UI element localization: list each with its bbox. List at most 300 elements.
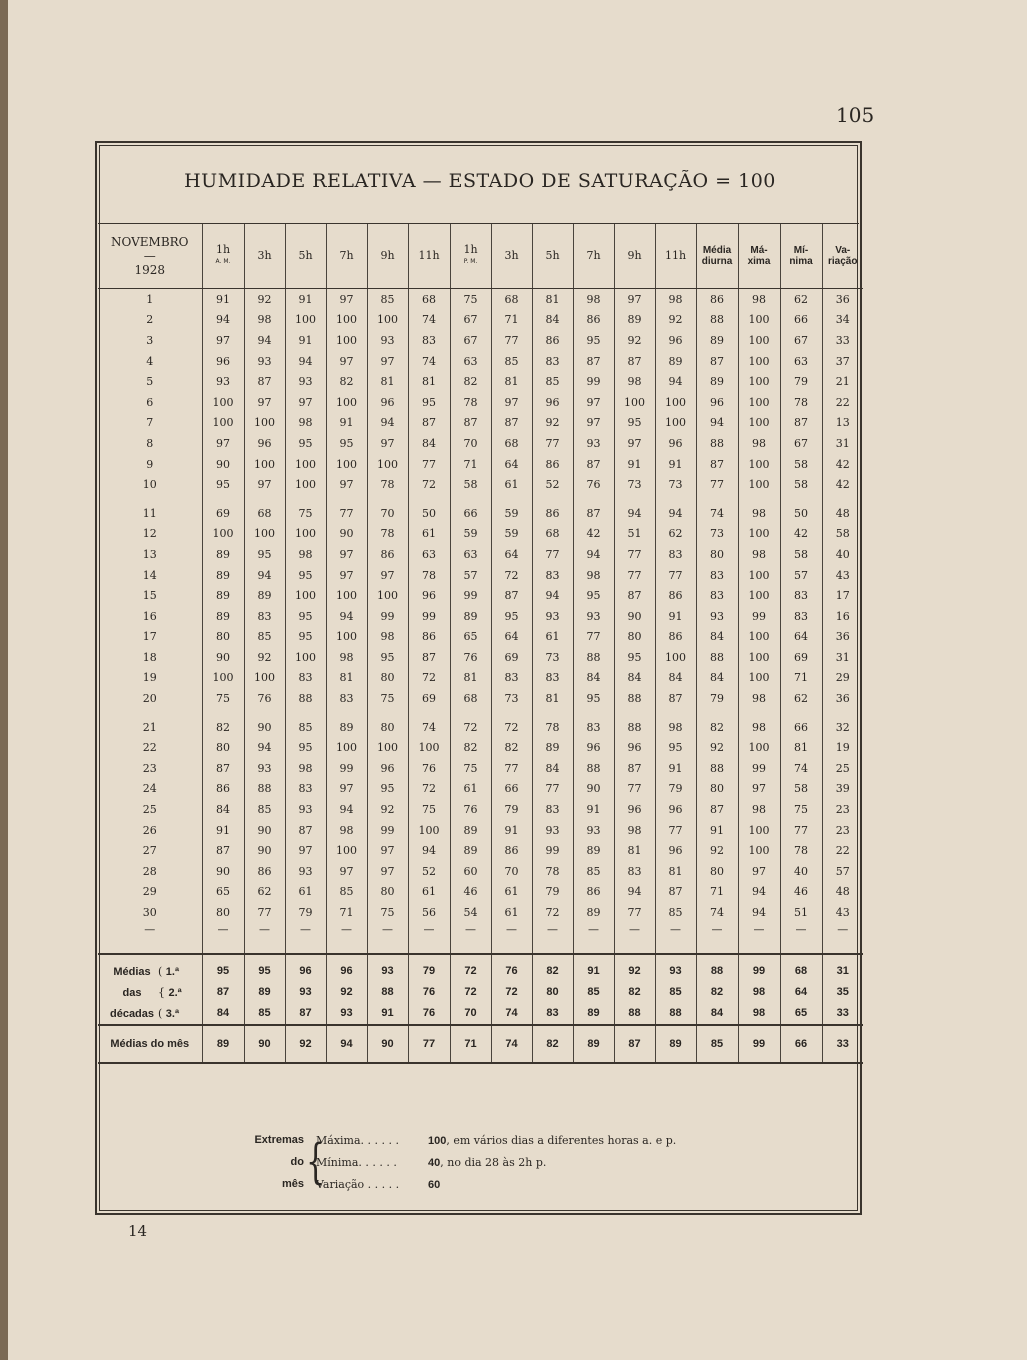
humidity-cell: 59 bbox=[491, 524, 532, 545]
humidity-cell: 79 bbox=[780, 371, 822, 392]
table-row bbox=[98, 758, 863, 779]
humidity-cell: 62 bbox=[780, 289, 822, 310]
humidity-cell: 84 bbox=[532, 310, 573, 331]
month-mean-cell: 89 bbox=[202, 1025, 244, 1063]
humidity-cell: 67 bbox=[780, 330, 822, 351]
humidity-cell: 64 bbox=[491, 544, 532, 565]
humidity-cell: 77 bbox=[655, 565, 696, 586]
humidity-cell: 82 bbox=[326, 371, 367, 392]
dash-cell: — bbox=[202, 923, 244, 954]
humidity-cell: 97 bbox=[202, 330, 244, 351]
humidity-cell: 83 bbox=[780, 606, 822, 627]
humidity-cell: 71 bbox=[450, 454, 491, 475]
humidity-cell: 75 bbox=[780, 799, 822, 820]
humidity-table bbox=[98, 224, 863, 1064]
humidity-cell: 86 bbox=[573, 310, 614, 331]
humidity-cell: 77 bbox=[491, 758, 532, 779]
humidity-cell: 98 bbox=[738, 495, 780, 524]
dash-cell: — bbox=[144, 922, 156, 936]
humidity-cell: 58 bbox=[780, 544, 822, 565]
humidity-cell: 89 bbox=[696, 371, 738, 392]
humidity-cell: 88 bbox=[573, 647, 614, 668]
decade-row bbox=[98, 954, 863, 982]
humidity-cell: 96 bbox=[244, 433, 285, 454]
decade-mean-cell: 95 bbox=[244, 954, 285, 982]
humidity-cell: 64 bbox=[491, 627, 532, 648]
humidity-cell: 77 bbox=[614, 544, 655, 565]
time-header: 9h bbox=[367, 224, 408, 289]
day-number: 8 bbox=[146, 436, 154, 450]
humidity-cell: 82 bbox=[491, 737, 532, 758]
brace-icon: ( bbox=[158, 964, 166, 978]
table-row bbox=[98, 861, 863, 882]
decade-mean-cell: 72 bbox=[450, 954, 491, 982]
humidity-cell: 77 bbox=[573, 627, 614, 648]
humidity-cell: 90 bbox=[326, 524, 367, 545]
humidity-cell: 67 bbox=[780, 433, 822, 454]
humidity-cell: 72 bbox=[408, 779, 450, 800]
humidity-cell: 96 bbox=[614, 799, 655, 820]
table-row bbox=[98, 310, 863, 331]
humidity-cell: 78 bbox=[532, 861, 573, 882]
day-number: 15 bbox=[142, 589, 157, 603]
dash-cell: — bbox=[614, 923, 655, 954]
table-row bbox=[98, 606, 863, 627]
humidity-cell: 100 bbox=[655, 413, 696, 434]
humidity-cell: 97 bbox=[244, 392, 285, 413]
humidity-cell: 80 bbox=[696, 779, 738, 800]
decade-mean-cell: 91 bbox=[367, 1003, 408, 1025]
decade-mean-cell: 88 bbox=[367, 982, 408, 1003]
humidity-cell: 42 bbox=[780, 524, 822, 545]
humidity-cell: 46 bbox=[450, 882, 491, 903]
humidity-cell: 78 bbox=[408, 565, 450, 586]
month-mean-cell: 94 bbox=[326, 1025, 367, 1063]
table-row bbox=[98, 709, 863, 738]
humidity-cell: 42 bbox=[573, 524, 614, 545]
humidity-cell: 97 bbox=[244, 474, 285, 495]
humidity-cell: 66 bbox=[491, 779, 532, 800]
humidity-cell: 100 bbox=[408, 737, 450, 758]
humidity-cell: 97 bbox=[326, 779, 367, 800]
humidity-cell: 89 bbox=[573, 840, 614, 861]
humidity-cell: 89 bbox=[202, 565, 244, 586]
humidity-cell: 98 bbox=[285, 413, 326, 434]
humidity-cell: 93 bbox=[285, 371, 326, 392]
humidity-cell: 22 bbox=[822, 392, 863, 413]
day-number: 12 bbox=[142, 527, 157, 541]
humidity-cell: 87 bbox=[491, 585, 532, 606]
humidity-cell: 100 bbox=[326, 627, 367, 648]
humidity-cell: 87 bbox=[614, 351, 655, 372]
humidity-cell: 85 bbox=[655, 902, 696, 923]
table-row bbox=[98, 688, 863, 709]
humidity-cell: 37 bbox=[822, 351, 863, 372]
humidity-cell: 100 bbox=[326, 737, 367, 758]
humidity-cell: 84 bbox=[696, 627, 738, 648]
humidity-cell: 86 bbox=[573, 882, 614, 903]
daily-values bbox=[98, 289, 863, 954]
month-mean-cell: 99 bbox=[738, 1025, 780, 1063]
humidity-cell: 51 bbox=[614, 524, 655, 545]
humidity-cell: 95 bbox=[573, 585, 614, 606]
humidity-cell: 98 bbox=[326, 820, 367, 841]
humidity-cell: 95 bbox=[614, 413, 655, 434]
humidity-cell: 83 bbox=[696, 565, 738, 586]
summary-values bbox=[98, 954, 863, 1063]
humidity-cell: 77 bbox=[244, 902, 285, 923]
decade-mean-cell: 33 bbox=[822, 1003, 863, 1025]
humidity-cell: 93 bbox=[285, 861, 326, 882]
time-header: 11h bbox=[655, 224, 696, 289]
humidity-cell: 89 bbox=[450, 840, 491, 861]
humidity-cell: 97 bbox=[738, 779, 780, 800]
time-header: 5h bbox=[285, 224, 326, 289]
humidity-cell: 95 bbox=[573, 330, 614, 351]
humidity-cell: 98 bbox=[573, 289, 614, 310]
humidity-cell: 43 bbox=[822, 565, 863, 586]
table-row bbox=[98, 524, 863, 545]
decade-mean-cell: 96 bbox=[285, 954, 326, 982]
humidity-cell: 32 bbox=[822, 709, 863, 738]
humidity-cell: 91 bbox=[655, 454, 696, 475]
humidity-cell: 80 bbox=[696, 544, 738, 565]
humidity-cell: 36 bbox=[822, 688, 863, 709]
humidity-cell: 86 bbox=[532, 495, 573, 524]
humidity-cell: 100 bbox=[244, 524, 285, 545]
humidity-cell: 77 bbox=[614, 779, 655, 800]
humidity-cell: 100 bbox=[655, 392, 696, 413]
time-header: 5h bbox=[532, 224, 573, 289]
humidity-cell: 96 bbox=[655, 433, 696, 454]
day-number: 4 bbox=[146, 354, 154, 368]
decade-mean-cell: 76 bbox=[408, 982, 450, 1003]
humidity-cell: 85 bbox=[532, 371, 573, 392]
humidity-cell: 77 bbox=[491, 330, 532, 351]
humidity-cell: 75 bbox=[367, 688, 408, 709]
humidity-cell: 73 bbox=[655, 474, 696, 495]
humidity-cell: 100 bbox=[655, 647, 696, 668]
humidity-cell: 91 bbox=[491, 820, 532, 841]
decade-mean-cell: 85 bbox=[655, 982, 696, 1003]
humidity-cell: 79 bbox=[491, 799, 532, 820]
humidity-cell: 61 bbox=[408, 882, 450, 903]
decade-mean-cell: 82 bbox=[614, 982, 655, 1003]
humidity-cell: 87 bbox=[780, 413, 822, 434]
humidity-cell: 87 bbox=[655, 688, 696, 709]
month-mean-cell: 33 bbox=[822, 1025, 863, 1063]
humidity-cell: 68 bbox=[408, 289, 450, 310]
humidity-cell: 78 bbox=[367, 524, 408, 545]
humidity-cell: 83 bbox=[532, 565, 573, 586]
humidity-cell: 63 bbox=[408, 544, 450, 565]
humidity-cell: 100 bbox=[244, 668, 285, 689]
humidity-cell: 100 bbox=[408, 820, 450, 841]
humidity-cell: 93 bbox=[696, 606, 738, 627]
humidity-cell: 97 bbox=[202, 433, 244, 454]
day-number: 9 bbox=[146, 457, 154, 471]
humidity-cell: 98 bbox=[738, 544, 780, 565]
month-dash: — bbox=[143, 249, 156, 263]
humidity-cell: 98 bbox=[738, 799, 780, 820]
humidity-cell: 88 bbox=[614, 709, 655, 738]
table-row bbox=[98, 779, 863, 800]
stat-header-mean: Média diurna bbox=[696, 224, 738, 289]
humidity-cell: 87 bbox=[573, 351, 614, 372]
humidity-cell: 68 bbox=[450, 688, 491, 709]
humidity-cell: 57 bbox=[822, 861, 863, 882]
month-mean-cell: 66 bbox=[780, 1025, 822, 1063]
humidity-cell: 89 bbox=[244, 585, 285, 606]
humidity-cell: 76 bbox=[573, 474, 614, 495]
humidity-cell: 97 bbox=[367, 840, 408, 861]
humidity-cell: 100 bbox=[326, 454, 367, 475]
decade-label: das { 2.ª bbox=[122, 985, 182, 999]
humidity-cell: 78 bbox=[780, 392, 822, 413]
humidity-cell: 76 bbox=[244, 688, 285, 709]
humidity-cell: 97 bbox=[326, 544, 367, 565]
decade-mean-cell: 95 bbox=[202, 954, 244, 982]
humidity-cell: 95 bbox=[655, 737, 696, 758]
humidity-cell: 100 bbox=[285, 310, 326, 331]
humidity-cell: 92 bbox=[532, 413, 573, 434]
day-number: 19 bbox=[142, 671, 157, 685]
extremes-label: Extremas bbox=[254, 1134, 304, 1146]
humidity-cell: 67 bbox=[450, 330, 491, 351]
extremes-label-do: do bbox=[290, 1156, 304, 1168]
decade-mean-cell: 99 bbox=[738, 954, 780, 982]
humidity-cell: 71 bbox=[696, 882, 738, 903]
humidity-cell: 93 bbox=[573, 820, 614, 841]
humidity-cell: 100 bbox=[367, 454, 408, 475]
humidity-cell: 91 bbox=[285, 330, 326, 351]
dash-cell: — bbox=[573, 923, 614, 954]
humidity-cell: 84 bbox=[408, 433, 450, 454]
humidity-cell: 61 bbox=[491, 474, 532, 495]
humidity-cell: 94 bbox=[614, 882, 655, 903]
day-number: 23 bbox=[142, 761, 157, 775]
humidity-cell: 89 bbox=[450, 820, 491, 841]
humidity-cell: 80 bbox=[367, 882, 408, 903]
humidity-cell: 65 bbox=[450, 627, 491, 648]
humidity-cell: 100 bbox=[326, 840, 367, 861]
humidity-cell: 89 bbox=[696, 330, 738, 351]
humidity-cell: 23 bbox=[822, 820, 863, 841]
humidity-cell: 89 bbox=[202, 544, 244, 565]
humidity-cell: 88 bbox=[696, 433, 738, 454]
humidity-cell: 96 bbox=[655, 330, 696, 351]
humidity-cell: 93 bbox=[573, 606, 614, 627]
dash-cell: — bbox=[408, 923, 450, 954]
humidity-cell: 75 bbox=[450, 758, 491, 779]
variation-label: Variação . . . . . bbox=[316, 1178, 400, 1191]
humidity-cell: 98 bbox=[244, 310, 285, 331]
humidity-cell: 57 bbox=[780, 565, 822, 586]
humidity-cell: 43 bbox=[822, 902, 863, 923]
humidity-cell: 63 bbox=[450, 351, 491, 372]
humidity-cell: 94 bbox=[244, 565, 285, 586]
humidity-cell: 66 bbox=[780, 310, 822, 331]
time-header: 1h P. M. bbox=[450, 224, 491, 289]
day-number: 16 bbox=[142, 609, 157, 623]
humidity-cell: 100 bbox=[202, 524, 244, 545]
month-mean-cell: 90 bbox=[367, 1025, 408, 1063]
decade-mean-cell: 88 bbox=[655, 1003, 696, 1025]
humidity-cell: 81 bbox=[408, 371, 450, 392]
humidity-cell: 87 bbox=[244, 371, 285, 392]
humidity-cell: 84 bbox=[573, 668, 614, 689]
humidity-cell: 100 bbox=[738, 413, 780, 434]
humidity-cell: 99 bbox=[450, 585, 491, 606]
day-number: 29 bbox=[142, 885, 157, 899]
humidity-cell: 96 bbox=[532, 392, 573, 413]
dash-cell: — bbox=[655, 923, 696, 954]
humidity-cell: 100 bbox=[285, 647, 326, 668]
table-row bbox=[98, 392, 863, 413]
humidity-cell: 81 bbox=[780, 737, 822, 758]
humidity-cell: 100 bbox=[738, 840, 780, 861]
decade-mean-cell: 93 bbox=[655, 954, 696, 982]
humidity-cell: 65 bbox=[202, 882, 244, 903]
decade-mean-cell: 87 bbox=[202, 982, 244, 1003]
decade-mean-cell: 74 bbox=[491, 1003, 532, 1025]
humidity-cell: 73 bbox=[491, 688, 532, 709]
humidity-cell: 86 bbox=[532, 330, 573, 351]
humidity-cell: 74 bbox=[408, 310, 450, 331]
humidity-cell: 69 bbox=[408, 688, 450, 709]
humidity-cell: 63 bbox=[780, 351, 822, 372]
year: 1928 bbox=[134, 263, 166, 277]
humidity-cell: 61 bbox=[532, 627, 573, 648]
decade-mean-cell: 70 bbox=[450, 1003, 491, 1025]
humidity-cell: 77 bbox=[532, 544, 573, 565]
decade-mean-cell: 98 bbox=[738, 1003, 780, 1025]
humidity-cell: 70 bbox=[450, 433, 491, 454]
humidity-cell: 97 bbox=[573, 413, 614, 434]
table-row bbox=[98, 413, 863, 434]
decade-mean-cell: 96 bbox=[326, 954, 367, 982]
humidity-cell: 97 bbox=[326, 289, 367, 310]
humidity-cell: 80 bbox=[367, 668, 408, 689]
humidity-cell: 91 bbox=[285, 289, 326, 310]
humidity-cell: 93 bbox=[244, 758, 285, 779]
humidity-cell: 97 bbox=[491, 392, 532, 413]
humidity-cell: 67 bbox=[450, 310, 491, 331]
humidity-cell: 61 bbox=[450, 779, 491, 800]
humidity-cell: 91 bbox=[573, 799, 614, 820]
humidity-cell: 100 bbox=[738, 474, 780, 495]
humidity-cell: 56 bbox=[408, 902, 450, 923]
humidity-cell: 87 bbox=[408, 413, 450, 434]
humidity-cell: 100 bbox=[244, 413, 285, 434]
decade-mean-cell: 68 bbox=[780, 954, 822, 982]
humidity-cell: 87 bbox=[573, 454, 614, 475]
max-label: Máxima. . . . . . bbox=[316, 1134, 399, 1147]
humidity-cell: 82 bbox=[696, 709, 738, 738]
humidity-cell: 85 bbox=[244, 799, 285, 820]
month-mean-cell: 74 bbox=[491, 1025, 532, 1063]
humidity-cell: 86 bbox=[532, 454, 573, 475]
time-header: 3h bbox=[491, 224, 532, 289]
humidity-cell: 86 bbox=[244, 861, 285, 882]
humidity-cell: 87 bbox=[614, 585, 655, 606]
humidity-cell: 83 bbox=[780, 585, 822, 606]
humidity-cell: 95 bbox=[244, 544, 285, 565]
humidity-cell: 81 bbox=[491, 371, 532, 392]
decade-mean-cell: 82 bbox=[696, 982, 738, 1003]
humidity-cell: 77 bbox=[408, 454, 450, 475]
decade-mean-cell: 89 bbox=[244, 982, 285, 1003]
humidity-cell: 83 bbox=[532, 351, 573, 372]
humidity-cell: 94 bbox=[326, 606, 367, 627]
humidity-cell: 95 bbox=[285, 606, 326, 627]
humidity-cell: 86 bbox=[696, 289, 738, 310]
decade-mean-cell: 93 bbox=[326, 1003, 367, 1025]
humidity-cell: 94 bbox=[408, 840, 450, 861]
humidity-cell: 100 bbox=[738, 524, 780, 545]
humidity-cell: 61 bbox=[285, 882, 326, 903]
humidity-cell: 68 bbox=[532, 524, 573, 545]
humidity-cell: 96 bbox=[655, 840, 696, 861]
day-number: 14 bbox=[142, 568, 157, 582]
humidity-cell: 100 bbox=[738, 392, 780, 413]
humidity-cell: 88 bbox=[285, 688, 326, 709]
humidity-cell: 88 bbox=[614, 688, 655, 709]
humidity-cell: 13 bbox=[822, 413, 863, 434]
humidity-cell: 73 bbox=[696, 524, 738, 545]
humidity-cell: 98 bbox=[573, 565, 614, 586]
humidity-cell: 99 bbox=[573, 371, 614, 392]
humidity-cell: 80 bbox=[202, 902, 244, 923]
humidity-cell: 100 bbox=[202, 392, 244, 413]
brace-icon: ( bbox=[158, 1006, 166, 1020]
humidity-cell: 87 bbox=[696, 454, 738, 475]
table-row bbox=[98, 627, 863, 648]
humidity-cell: 100 bbox=[367, 310, 408, 331]
humidity-cell: 87 bbox=[491, 413, 532, 434]
humidity-cell: 42 bbox=[822, 474, 863, 495]
humidity-cell: 54 bbox=[450, 902, 491, 923]
decade-mean-cell: 79 bbox=[408, 954, 450, 982]
humidity-cell: 100 bbox=[614, 392, 655, 413]
humidity-cell: 92 bbox=[655, 310, 696, 331]
humidity-cell: 98 bbox=[738, 433, 780, 454]
humidity-cell: 91 bbox=[614, 454, 655, 475]
humidity-cell: 86 bbox=[655, 585, 696, 606]
humidity-cell: 39 bbox=[822, 779, 863, 800]
decade-mean-cell: 83 bbox=[532, 1003, 573, 1025]
humidity-cell: 93 bbox=[532, 820, 573, 841]
humidity-cell: 91 bbox=[655, 758, 696, 779]
humidity-cell: 80 bbox=[202, 737, 244, 758]
humidity-cell: 59 bbox=[491, 495, 532, 524]
day-number: 27 bbox=[142, 844, 157, 858]
humidity-cell: 80 bbox=[367, 709, 408, 738]
humidity-cell: 90 bbox=[244, 840, 285, 861]
humidity-cell: 85 bbox=[285, 709, 326, 738]
humidity-cell: 92 bbox=[696, 840, 738, 861]
month-mean-cell: 89 bbox=[573, 1025, 614, 1063]
stat-header-max: Má- xima bbox=[738, 224, 780, 289]
humidity-cell: 77 bbox=[532, 433, 573, 454]
humidity-cell: 100 bbox=[738, 627, 780, 648]
humidity-cell: 72 bbox=[491, 709, 532, 738]
table-row bbox=[98, 544, 863, 565]
humidity-cell: 95 bbox=[491, 606, 532, 627]
decade-mean-cell: 31 bbox=[822, 954, 863, 982]
table-row bbox=[98, 882, 863, 903]
humidity-cell: 79 bbox=[285, 902, 326, 923]
